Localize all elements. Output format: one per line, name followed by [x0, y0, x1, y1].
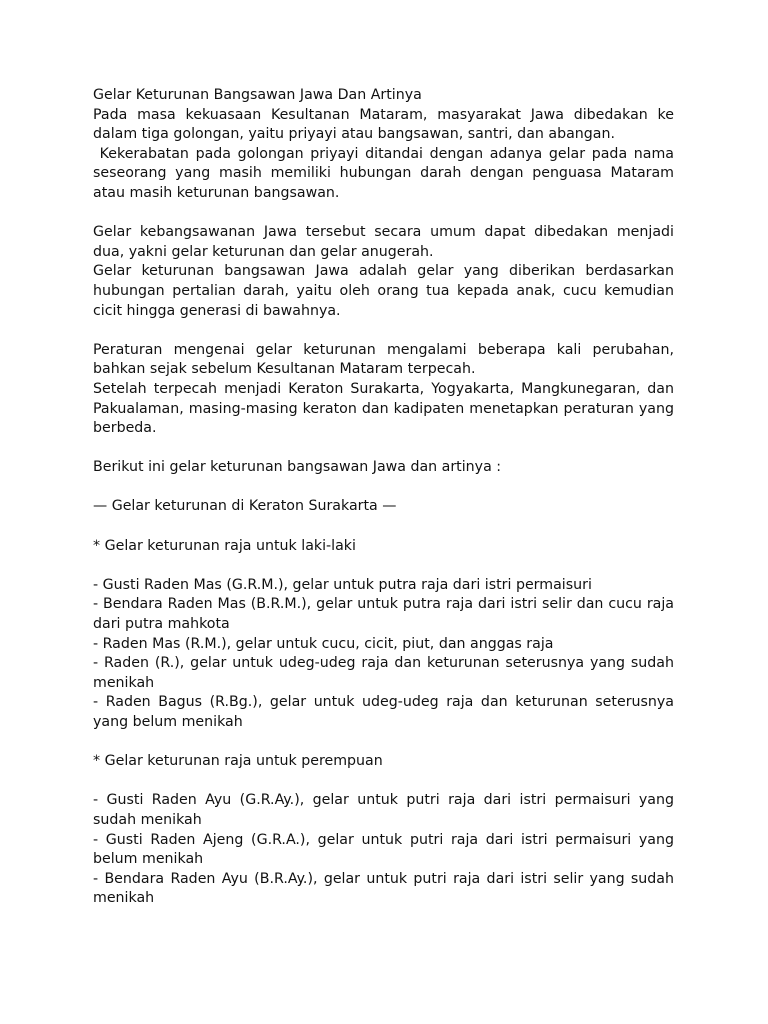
male-titles-heading: * Gelar keturunan raja untuk laki-laki [93, 537, 356, 554]
intro-paragraph-1: Pada masa kekuasaan Kesultanan Mataram, masyarakat Jawa dibedakan ke dalam tiga golongan, yaitu priyayi atau bangsawan, santri, dan abangan. [93, 106, 679, 143]
list-intro: Berikut ini gelar keturunan bangsawan Jawa dan artinya : [93, 459, 502, 476]
list-item: - Gusti Raden Ajeng (G.R.A.), gelar untuk putri raja dari istri permaisuri yang belum menikah [93, 831, 679, 868]
section-b-paragraph-1: Peraturan mengenai gelar keturunan mengalami beberapa kali perubahan, bahkan sejak sebelum Kesultanan Mataram terpecah. [93, 341, 679, 378]
surakarta-heading: — Gelar keturunan di Keraton Surakarta — [93, 498, 397, 515]
paragraph-spacer [93, 772, 674, 792]
paragraph-spacer [93, 478, 674, 498]
intro-paragraph-2: Kekerabatan pada golongan priyayi ditandai dengan adanya gelar pada nama seseorang yang masih memiliki hubungan darah dengan penguasa Mataram atau masih keturunan bangsawan. [93, 145, 679, 201]
paragraph-spacer [93, 556, 674, 576]
section-a-paragraph-2: Gelar keturunan bangsawan Jawa adalah gelar yang diberikan berdasarkan hubungan pertalian darah, yaitu oleh orang tua kepada anak, cucu kemudian cicit hingga generasi di bawahnya. [93, 263, 679, 319]
section-a-paragraph-1: Gelar kebangsawanan Jawa tersebut secara umum dapat dibedakan menjadi dua, yakni gelar keturunan dan gelar anugerah. [93, 224, 679, 260]
list-item: - Gusti Raden Mas (G.R.M.), gelar untuk putra raja dari istri permaisuri [93, 576, 592, 593]
section-b-paragraph-2: Setelah terpecah menjadi Keraton Surakarta, Yogyakarta, Mangkunegaran, dan Pakualaman, masing-masing keraton dan kadipaten menetapkan peraturan yang berbeda. [93, 380, 679, 437]
list-item: - Bendara Raden Ayu (B.R.Ay.), gelar untuk putri raja dari istri selir yang sudah menikah [93, 870, 679, 907]
paragraph-spacer [93, 321, 674, 341]
paragraph-spacer [93, 517, 674, 537]
list-item: - Bendara Raden Mas (B.R.M.), gelar untuk putra raja dari istri selir dan cucu raja dari putra mahkota [93, 596, 679, 633]
list-item: - Raden Mas (R.M.), gelar untuk cucu, cicit, piut, dan anggas raja [93, 635, 554, 652]
document-page [93, 86, 679, 909]
list-item: - Raden Bagus (R.Bg.), gelar untuk udeg-udeg raja dan keturunan seterusnya yang belum menikah [93, 694, 679, 730]
paragraph-spacer [93, 439, 674, 459]
paragraph-spacer [93, 733, 674, 753]
paragraph-spacer [93, 204, 674, 224]
document-title: Gelar Keturunan Bangsawan Jawa Dan Artinya [93, 87, 422, 103]
list-item: - Raden (R.), gelar untuk udeg-udeg raja dan keturunan seterusnya yang sudah menikah [93, 655, 679, 691]
list-item: - Gusti Raden Ayu (G.R.Ay.), gelar untuk putri raja dari istri permaisuri yang sudah menikah [93, 792, 679, 828]
female-titles-heading: * Gelar keturunan raja untuk perempuan [93, 753, 383, 770]
